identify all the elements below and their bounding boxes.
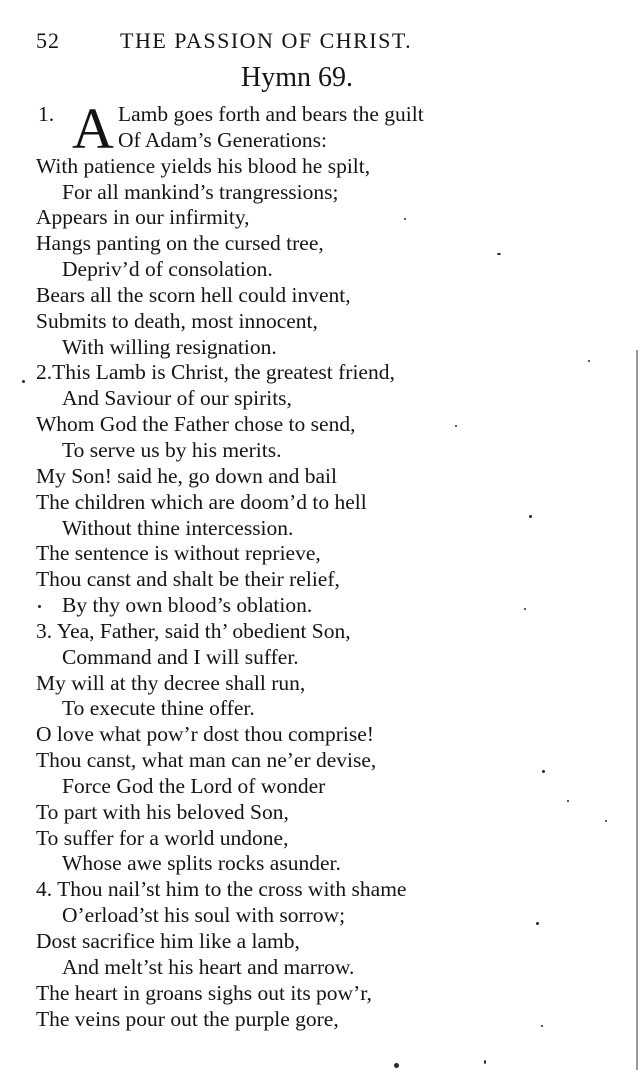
ink-speck bbox=[588, 360, 590, 362]
ink-speck bbox=[394, 1063, 399, 1068]
ink-speck bbox=[536, 922, 539, 925]
verse-line-text: The children which are doom’d to hell bbox=[36, 489, 367, 514]
running-title: THE PASSION OF CHRIST. bbox=[120, 28, 413, 53]
verse-line-text: The veins pour out the purple gore, bbox=[36, 1006, 339, 1031]
verse-2-line-10 bbox=[36, 593, 606, 619]
verse-4-line-4 bbox=[36, 955, 606, 981]
verse-2-line-6 bbox=[36, 490, 606, 516]
verse-line-text: Yea, Father, said th’ obedient Son, bbox=[56, 618, 351, 643]
page-edge-shadow bbox=[636, 350, 638, 1070]
verse-line-text: The sentence is without reprieve, bbox=[36, 541, 321, 566]
verse-4-line-6 bbox=[36, 1007, 606, 1033]
verse-line-text: With patience yields his blood he spilt, bbox=[36, 153, 371, 178]
verse-line-text: And Saviour of our spirits, bbox=[62, 386, 292, 411]
verse-3-line-7 bbox=[36, 774, 606, 800]
verse-line-text: Appears in our infirmity, bbox=[36, 205, 250, 230]
verse-line-text: Command and I will suffer. bbox=[62, 644, 299, 669]
verse-1-line-10 bbox=[36, 335, 606, 361]
verse-3-line-2 bbox=[36, 645, 606, 671]
verse-1-line-9 bbox=[36, 309, 606, 335]
verse-1-line-4 bbox=[36, 180, 606, 206]
ink-speck bbox=[22, 380, 25, 383]
verse-line-text: This Lamb is Christ, the greatest friend, bbox=[52, 360, 395, 385]
verse-1-line-3 bbox=[36, 154, 606, 180]
drop-cap: A bbox=[72, 96, 114, 161]
verse-1-line-2 bbox=[36, 128, 606, 154]
ink-speck bbox=[541, 1025, 543, 1027]
verse-3-line-1 bbox=[36, 619, 606, 645]
verse-line-text: To serve us by his merits. bbox=[62, 437, 282, 462]
verse-2-line-3 bbox=[36, 412, 606, 438]
verse-number: 3. bbox=[36, 618, 53, 643]
verse-2-line-8 bbox=[36, 541, 606, 567]
verse-line-text: And melt’st his heart and marrow. bbox=[62, 954, 355, 979]
verse-2-line-9 bbox=[36, 567, 606, 593]
verse-line-text: Whose awe splits rocks asunder. bbox=[62, 851, 341, 876]
verse-1-line-8 bbox=[36, 283, 606, 309]
verse-2-line-2 bbox=[36, 386, 606, 412]
verse-2-line-7 bbox=[36, 516, 606, 542]
page-header bbox=[36, 26, 486, 58]
verse-1-line-5 bbox=[36, 205, 606, 231]
verse-line-text: Submits to death, most innocent, bbox=[36, 308, 318, 333]
verse-2-line-1 bbox=[36, 360, 606, 386]
verse-number: 4. bbox=[36, 877, 53, 902]
verse-line-text: Hangs panting on the cursed tree, bbox=[36, 231, 324, 256]
verse-3-line-10 bbox=[36, 851, 606, 877]
verse-line-text: With willing resignation. bbox=[62, 334, 277, 359]
verse-number: 1. bbox=[38, 102, 55, 126]
verse-line-text: To part with his beloved Son, bbox=[36, 799, 289, 824]
verse-line-text: To suffer for a world undone, bbox=[36, 825, 289, 850]
verse-3-line-9 bbox=[36, 826, 606, 852]
verse-line-text: Whom God the Father chose to send, bbox=[36, 412, 356, 437]
page-number: 52 bbox=[36, 28, 60, 53]
ink-speck bbox=[542, 770, 545, 773]
verse-3-line-8 bbox=[36, 800, 606, 826]
verse-2-line-4 bbox=[36, 438, 606, 464]
verse-3-line-4 bbox=[36, 696, 606, 722]
verse-line-text: Bears all the scorn hell could invent, bbox=[36, 282, 351, 307]
verse-3-line-5 bbox=[36, 722, 606, 748]
verse-line-text: To execute thine offer. bbox=[62, 696, 255, 721]
ink-speck bbox=[524, 608, 526, 610]
ink-speck bbox=[497, 253, 501, 255]
verse-4-line-5 bbox=[36, 981, 606, 1007]
verse-line-text: Lamb goes forth and bears the guilt bbox=[118, 102, 424, 126]
verse-line-text: Depriv’d of consolation. bbox=[62, 257, 273, 282]
verse-3-line-3 bbox=[36, 671, 606, 697]
verse-line-text: For all mankind’s trangressions; bbox=[62, 179, 339, 204]
verse-line-text: My Son! said he, go down and bail bbox=[36, 463, 337, 488]
ink-speck bbox=[605, 820, 607, 822]
verse-number: 2. bbox=[36, 360, 53, 385]
ink-speck bbox=[529, 515, 532, 518]
verse-2-line-5 bbox=[36, 464, 606, 490]
verse-line-text: Thou nail’st him to the cross with shame bbox=[57, 877, 407, 902]
verse-4-line-3 bbox=[36, 929, 606, 955]
hymn-text bbox=[36, 96, 606, 1032]
verse-line-text: Force God the Lord of wonder bbox=[62, 773, 326, 798]
ink-speck bbox=[38, 605, 41, 608]
verse-line-text: By thy own blood’s oblation. bbox=[62, 593, 313, 618]
verse-line-text: O love what pow’r dost thou comprise! bbox=[36, 722, 374, 747]
verse-line-text: O’erload’st his soul with sorrow; bbox=[62, 903, 346, 928]
verse-4-line-2 bbox=[36, 903, 606, 929]
verse-3-line-6 bbox=[36, 748, 606, 774]
verse-line-text: Thou canst and shalt be their relief, bbox=[36, 567, 340, 592]
verse-line-text: Of Adam’s Generations: bbox=[118, 127, 327, 152]
verse-line-text: Without thine intercession. bbox=[62, 515, 294, 540]
ink-speck bbox=[404, 218, 406, 220]
verse-line-text: The heart in groans sighs out its pow’r, bbox=[36, 980, 372, 1005]
verse-line-text: Dost sacrifice him like a lamb, bbox=[36, 929, 300, 953]
ink-speck bbox=[484, 1060, 486, 1064]
ink-speck bbox=[455, 425, 457, 427]
verse-4-line-1 bbox=[36, 877, 606, 903]
verse-1-line-7 bbox=[36, 257, 606, 283]
verse-line-text: My will at thy decree shall run, bbox=[36, 670, 306, 695]
ink-speck bbox=[567, 800, 569, 802]
verse-line-text: Thou canst, what man can ne’er devise, bbox=[36, 748, 377, 773]
hymn-title: Hymn 69. bbox=[241, 62, 353, 93]
verse-1-line-6 bbox=[36, 231, 606, 257]
